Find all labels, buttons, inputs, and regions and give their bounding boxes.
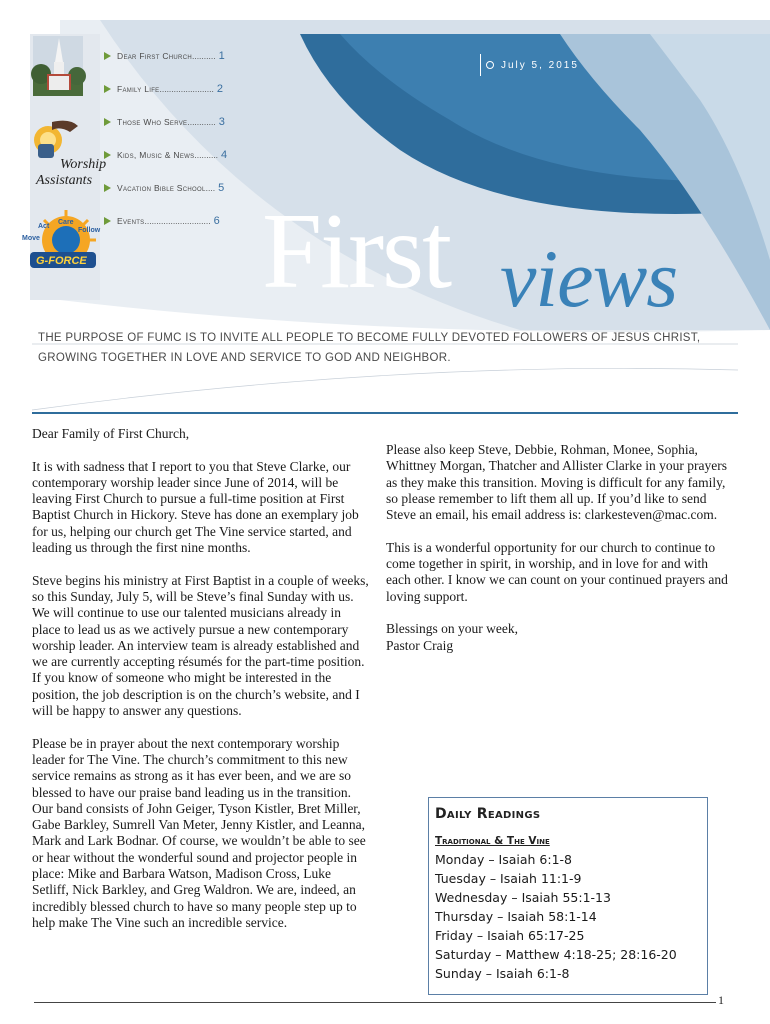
toc-label: Those Who Serve	[117, 117, 188, 127]
letter-signature: Pastor Craig	[386, 637, 454, 653]
arrow-right-icon	[104, 217, 111, 225]
readings-subtitle: Traditional & The Vine	[435, 835, 550, 847]
section-divider	[32, 412, 738, 414]
reading-item: Wednesday – Isaiah 55:1-13	[435, 890, 611, 905]
reading-item: Saturday – Matthew 4:18-25; 28:16-20	[435, 947, 677, 962]
care-logo-text: Care	[58, 219, 74, 226]
toc-item-those-who-serve[interactable]	[104, 114, 225, 130]
gforce-logo-text: G-FORCE	[36, 255, 87, 267]
arrow-right-icon	[104, 52, 111, 60]
worship-logo-text: Worship	[60, 157, 107, 172]
masthead-views: views	[500, 233, 678, 324]
toc-label: Kids, Music & News	[117, 150, 195, 160]
follow-logo-text: Follow	[78, 227, 101, 234]
letter-paragraph: This is a wonderful opportunity for our church to continue to come together in spirit, in worship, and in love for and with each other. I know we can count on your continued prayers and loving support.	[386, 539, 728, 604]
toc-page: 4	[221, 149, 228, 161]
readings-title: Daily Readings	[435, 806, 541, 822]
purpose-statement: THE PURPOSE OF FUMC IS TO INVITE ALL PEOPLE TO BECOME FULLY DEVOTED FOLLOWERS OF JESUS CHRIST, GROWING TOGETHER IN LOVE AND SERVICE TO GOD AND NEIGHBOR.	[38, 332, 701, 364]
toc-dots: ..........	[194, 150, 219, 160]
reading-item: Friday – Isaiah 65:17-25	[435, 928, 585, 943]
letter-right-column	[386, 442, 728, 654]
gforce-logo	[18, 210, 100, 280]
date-divider	[480, 54, 481, 76]
toc-label: Events	[117, 216, 145, 226]
issue-date-text: July 5, 2015	[501, 60, 579, 71]
toc-dots: ....	[205, 183, 216, 193]
toc-item-family-life[interactable]	[104, 81, 223, 97]
letter-paragraph: Please also keep Steve, Debbie, Rohman, Monee, Sophia, Whittney Morgan, Thatcher and Allister Clarke in your prayers as they make this transition. Moving is difficult for any family, so please remember to lift them all up. If you’d like to send Steve an email, his email address is: clarkesteven@mac.com.	[386, 442, 728, 523]
toc-dots: .......................	[159, 84, 214, 94]
arrow-right-icon	[104, 85, 111, 93]
church-photo	[33, 36, 83, 96]
letter-paragraph: It is with sadness that I report to you that Steve Clarke, our contemporary worship leader since June of 2014, will be leaving First Church to pursue a full-time position at First Baptist Church in Hickory. Steve has done an exemplary job for us, helping our church get The Vine service started, and leading us through the first nine months.	[32, 458, 359, 556]
arrow-right-icon	[104, 184, 111, 192]
move-logo-text: Move	[22, 235, 40, 242]
reading-item: Tuesday – Isaiah 11:1-9	[435, 871, 582, 886]
letter-left-column	[32, 426, 370, 948]
toc-page: 2	[216, 83, 223, 95]
masthead-first: First	[262, 192, 451, 311]
toc-page: 6	[213, 215, 220, 227]
toc-page: 1	[218, 50, 225, 62]
reading-item: Monday – Isaiah 6:1-8	[435, 852, 573, 867]
assistants-logo-text: Assistants	[36, 173, 93, 188]
toc-item-events[interactable]	[104, 213, 220, 229]
arrow-right-icon	[104, 151, 111, 159]
circle-icon	[486, 61, 494, 69]
daily-readings-box	[428, 797, 708, 995]
arrow-right-icon	[104, 118, 111, 126]
footer-rule	[34, 1002, 716, 1003]
issue-date	[486, 60, 579, 71]
letter-closing: Blessings on your week,	[386, 621, 518, 637]
toc-page: 3	[218, 116, 225, 128]
toc-label: Dear First Church	[117, 51, 192, 61]
toc-dots: ............................	[144, 216, 211, 226]
toc-item-kids-music-news[interactable]	[104, 147, 227, 163]
toc-page: 5	[218, 182, 225, 194]
toc-dots: ..........	[191, 51, 216, 61]
worship-assistants-logo	[30, 118, 107, 190]
toc-item-dear-first-church[interactable]	[104, 48, 225, 64]
letter-paragraph: Please be in prayer about the next contemporary worship leader for The Vine. The church’s commitment to this new service remains as strong as it has ever been, and we are so blessed to have our praise band leading us in the transition. Our band consists of John Geiger, Tyson Kistler, Bret Miller, Gabe Barkley, Sumrell Van Meter, Jenny Kistler, and Leanna, Mark and Lark Bodnar. Of course, we wouldn’t be able to see or hear without the wonderful sound and projector people in place: Mike and Barbara Watson, Madison Cross, Luke Setliff, Nick Barkley, and Greg Waldron. We are, indeed, an incredibly blessed church to have so many people step up to help make The Vine such an incredible service.	[32, 735, 366, 930]
page-number: 1	[718, 993, 724, 1007]
act-logo-text: Act	[38, 223, 50, 230]
toc-item-vacation-bible-school[interactable]	[104, 180, 224, 196]
toc-label: Family Life	[117, 84, 160, 94]
letter-salutation: Dear Family of First Church,	[32, 426, 190, 441]
letter-paragraph: Steve begins his ministry at First Baptist in a couple of weeks, so this Sunday, July 5, will be Steve’s final Sunday with us. We will continue to use our talented musicians already in place to lead us as we actively pursue a new contemporary worship leader. An interview team is already established and we are currently accepting résumés for the part-time position. If you know of someone who might be interested in the position, the job description is on the church’s website, and I will be happy to answer any questions.	[32, 572, 369, 719]
reading-item: Sunday – Isaiah 6:1-8	[435, 966, 570, 981]
reading-item: Thursday – Isaiah 58:1-14	[435, 909, 597, 924]
toc-dots: ............	[187, 117, 216, 127]
toc-label: Vacation Bible School	[117, 183, 206, 193]
